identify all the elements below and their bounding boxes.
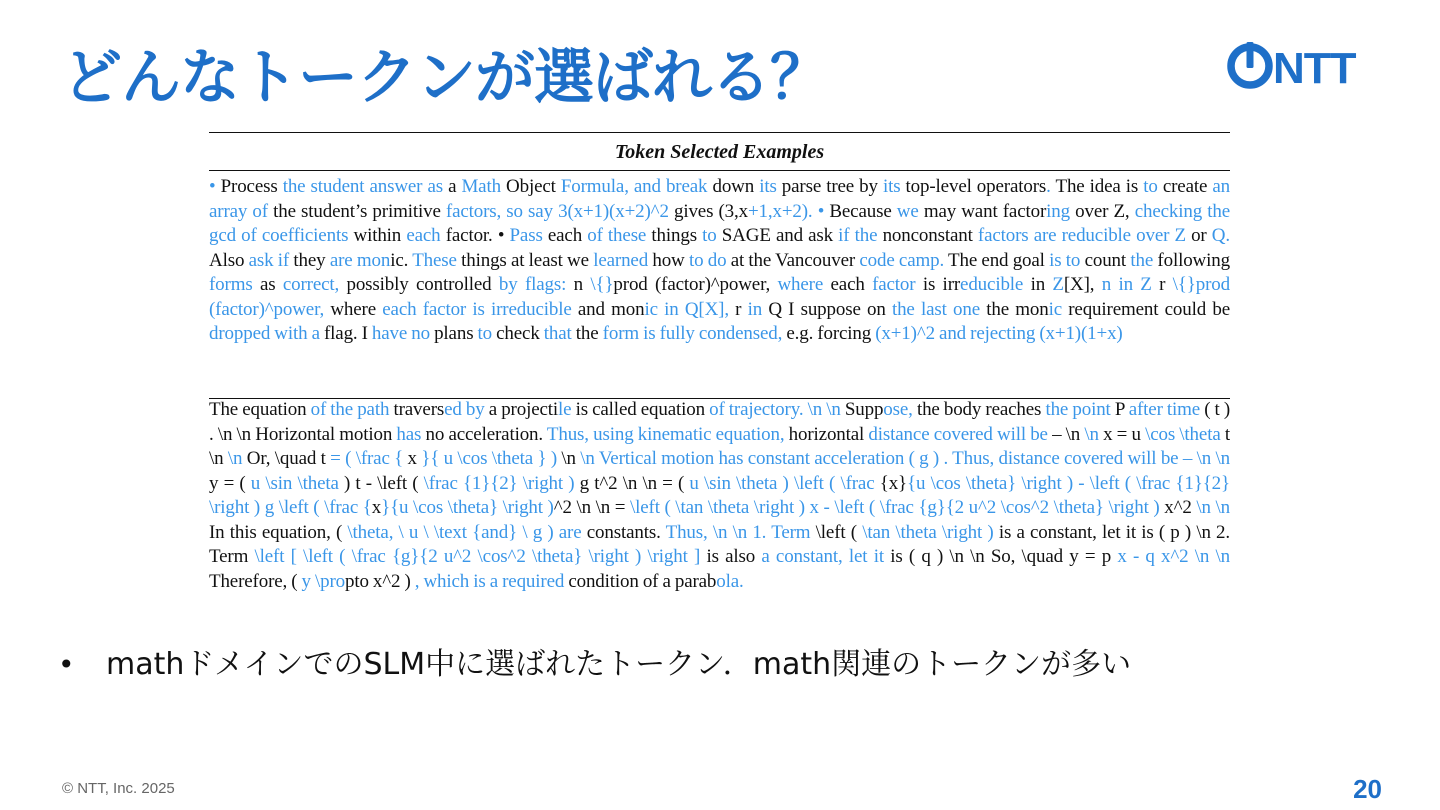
token: The equation: [209, 399, 311, 420]
token: The end goal: [948, 249, 1050, 271]
token: t \n: [209, 423, 1230, 469]
selected-token: ose,: [883, 399, 917, 420]
token: nonconstant: [882, 225, 978, 246]
token: travers: [393, 399, 445, 420]
selected-token: Q.: [1211, 225, 1230, 246]
page-number: 20: [1353, 774, 1382, 804]
token: r: [1159, 274, 1173, 295]
token: gives (3,x: [673, 200, 748, 222]
token: The idea is: [1055, 176, 1144, 197]
selected-token: to do: [688, 249, 731, 271]
selected-token: \left [ \left ( \frac {g}{2 u^2 \cos^2 \theta} \right ) \right ]: [254, 546, 707, 567]
token: Process: [220, 176, 283, 197]
selected-token: factors are reducible over Z: [977, 225, 1192, 246]
selected-token: ed by: [444, 399, 489, 420]
selected-token: \{}: [590, 274, 614, 295]
token: factor. •: [445, 225, 510, 246]
selected-token: each factor is irreducible: [382, 298, 578, 320]
token: Because: [829, 200, 897, 222]
selected-token: Term: [771, 521, 816, 543]
selected-token: an array of: [209, 176, 1230, 222]
token: x^2: [1164, 497, 1197, 518]
selected-token: if the: [838, 225, 883, 246]
selected-token: its: [759, 176, 782, 197]
token: {x}: [879, 472, 908, 494]
selected-token: }{: [421, 448, 444, 469]
selected-token: educible: [960, 274, 1031, 295]
token: Term: [209, 546, 255, 567]
selected-token: = ( \frac {: [330, 448, 408, 469]
selected-token: a constant, let it: [761, 546, 891, 567]
selected-token: u \sin \theta ) \left ( \frac: [689, 472, 880, 494]
token: Supp: [844, 399, 884, 420]
selected-token: of these: [587, 225, 652, 246]
token: P: [1114, 399, 1129, 420]
token: In this equation, (: [209, 521, 348, 543]
token: each: [830, 274, 873, 295]
selected-token: factor: [872, 274, 923, 295]
selected-token: \n: [227, 448, 247, 469]
token: is also: [706, 546, 762, 567]
slide-title: どんなトークンが選ばれる？: [62, 43, 829, 113]
selected-token: correct,: [282, 274, 347, 295]
selected-token: factors, so say 3(x+1)(x+2)^2: [445, 200, 674, 222]
selected-token: ic: [1048, 298, 1069, 320]
selected-token: +1,x+2). •: [747, 200, 830, 222]
token: in: [1030, 274, 1053, 295]
token: constants.: [586, 521, 666, 543]
token: prod (factor)^power,: [613, 274, 778, 295]
token: r: [735, 298, 748, 320]
selected-token: Thus, using kinematic equation,: [546, 423, 789, 445]
selected-token: (1+x): [1080, 323, 1123, 344]
selected-token: the: [1130, 249, 1158, 271]
token: parse tree by: [781, 176, 883, 197]
selected-token: have no: [371, 323, 435, 344]
token: where: [330, 298, 383, 320]
selected-token: \theta, \ u \ \text {and} \ g ): [347, 521, 559, 543]
token: possibly controlled: [346, 274, 499, 295]
token: condition of a parab: [568, 570, 717, 592]
selected-token: n in Z: [1101, 274, 1160, 295]
token: \n: [561, 448, 581, 469]
token: plans: [434, 323, 478, 344]
selected-token: we: [896, 200, 924, 222]
token: no acceleration.: [425, 423, 547, 445]
token: top-level operators: [905, 176, 1047, 197]
token: check: [496, 323, 544, 344]
selected-token: form is fully condensed,: [602, 323, 787, 344]
selected-token: the point: [1045, 399, 1115, 420]
selected-token: ask if: [248, 249, 294, 271]
token: Therefore, (: [209, 570, 302, 592]
token: the: [575, 323, 603, 344]
token: x: [371, 497, 382, 518]
token: ( t ) . \n \n Horizontal motion: [209, 399, 1230, 445]
selected-token: to: [702, 225, 722, 246]
token: [X],: [1063, 274, 1102, 295]
selected-token: These: [412, 249, 462, 271]
selected-token: learned: [593, 249, 653, 271]
ntt-logo-bar: [1247, 42, 1254, 68]
token: within: [353, 225, 407, 246]
selected-token: u \cos \theta } ): [443, 448, 562, 469]
token: \left (: [815, 521, 863, 543]
selected-token: has: [396, 423, 426, 445]
selected-token: \n Vertical motion has constant acceleration (: [580, 448, 920, 469]
token: SAGE and ask: [721, 225, 839, 246]
token: forcing: [817, 323, 876, 344]
figure-top-rule: [209, 132, 1230, 133]
token: the student’s primitive: [273, 200, 446, 222]
selected-token: Z: [1052, 274, 1064, 295]
token: is: [890, 546, 909, 567]
bullet-item: [58, 640, 1131, 690]
selected-token: \{}prod (factor)^power,: [209, 274, 1230, 320]
selected-token: its: [882, 176, 906, 197]
copyright: © NTT, Inc. 2025: [62, 780, 175, 797]
token: Q I suppose on: [768, 298, 892, 320]
selected-token: (x+1)^2 and rejecting (x+1): [875, 323, 1081, 344]
selected-token: Math: [461, 176, 507, 197]
token: may want factor: [923, 200, 1047, 222]
selected-token: u \sin \theta: [250, 472, 344, 494]
selected-token: is to: [1049, 249, 1085, 271]
selected-token: the last one: [891, 298, 987, 320]
selected-token: to: [477, 323, 497, 344]
selected-token: path: [357, 399, 394, 420]
selected-token: Thus, \n \n 1.: [665, 521, 772, 543]
selected-token: \n: [1084, 423, 1104, 445]
token: the mon: [986, 298, 1049, 320]
token: – \n: [1052, 423, 1085, 445]
selected-token: Formula, and break: [560, 176, 713, 197]
selected-token: the student answer as: [282, 176, 449, 197]
selected-token: by flags:: [498, 274, 574, 295]
token: ( q ) \n \n So, \quad y = p: [908, 546, 1118, 567]
token: is irr: [922, 274, 961, 295]
token: is a constant,: [998, 521, 1102, 543]
selected-token: code camp.: [859, 249, 949, 271]
selected-token: \frac {1}{2} \right ): [423, 472, 580, 494]
selected-token: .: [1046, 176, 1056, 197]
token-examples-figure: [209, 132, 1230, 626]
selected-token: \tan \theta \right ): [862, 521, 999, 543]
selected-token: in: [747, 298, 769, 320]
selected-token: \cos \theta: [1145, 423, 1225, 445]
token: ) t - \left (: [344, 472, 424, 494]
selected-token: to: [1143, 176, 1163, 197]
token: a: [448, 176, 462, 197]
figure-title: Token Selected Examples: [614, 141, 825, 163]
selected-token: \left ( \tan \theta \right ) x - \left ( \frac {g}{2 u^2 \cos^2 \theta} \right ): [629, 497, 1165, 518]
selected-token: \n \n: [1196, 497, 1230, 518]
bullet-text: mathドメインでのSLM中に選ばれたトークン．math関連のトークンが多い: [106, 647, 1132, 682]
token: n: [573, 274, 591, 295]
token: is called equation: [575, 399, 710, 420]
token: g t^2 \n \n = (: [579, 472, 690, 494]
selected-token: ic in Q[X],: [644, 298, 736, 320]
selected-token: checking the gcd of coefficients: [209, 200, 1230, 246]
selected-token: dropped with a: [209, 323, 324, 344]
token: y = (: [209, 472, 251, 494]
selected-token: are mon: [329, 249, 391, 271]
token: or: [1191, 225, 1212, 246]
token: down: [712, 176, 760, 197]
selected-token: after time: [1128, 399, 1205, 420]
selected-token: ) . Thus, distance covered will be – \n \n: [932, 448, 1230, 469]
token: how: [652, 249, 689, 271]
token: ic.: [390, 249, 413, 271]
token: over Z,: [1075, 200, 1135, 222]
figure-title-rule: [209, 170, 1230, 171]
token: let it is ( p ) \n 2.: [1101, 521, 1230, 543]
token: x: [407, 448, 422, 469]
selected-token: g: [919, 448, 933, 469]
token: flag. I: [323, 323, 372, 344]
token: count: [1084, 249, 1131, 271]
selected-token: , which is a required: [414, 570, 569, 592]
bullet-list: [58, 640, 1131, 690]
selected-token: x - q x^2 \n \n: [1117, 546, 1230, 567]
ntt-logo: [1227, 42, 1379, 92]
token: and mon: [577, 298, 645, 320]
example-text-1: [209, 175, 1230, 347]
selected-token: where: [777, 274, 831, 295]
example-text-2: [209, 398, 1230, 594]
selected-token: y \pro: [301, 570, 345, 592]
token: following: [1157, 249, 1230, 271]
selected-token: ola.: [716, 570, 744, 592]
selected-token: distance covered will be: [868, 423, 1053, 445]
token: horizontal: [788, 423, 869, 445]
token: the body reaches: [916, 399, 1046, 420]
ntt-logo-text: NTT: [1273, 44, 1356, 92]
token: at the Vancouver: [730, 249, 860, 271]
selected-token: of trajectory. \n \n: [709, 399, 845, 420]
token: Also: [209, 249, 249, 271]
token: things: [651, 225, 703, 246]
selected-token: •: [209, 176, 221, 197]
token: x = u: [1103, 423, 1146, 445]
bullet-dot: •: [58, 648, 75, 681]
token: Object: [506, 176, 561, 197]
selected-token: that: [543, 323, 576, 344]
selected-token: }{u \cos \theta} \right ): [381, 497, 554, 518]
selected-token: are: [558, 521, 587, 543]
selected-token: le: [558, 399, 576, 420]
token: as: [259, 274, 283, 295]
token: requirement could be: [1068, 298, 1230, 320]
token: Or, \quad t: [246, 448, 331, 469]
selected-token: ing: [1046, 200, 1076, 222]
selected-token: Pass: [509, 225, 548, 246]
token: things at least we: [461, 249, 594, 271]
token: create: [1162, 176, 1213, 197]
token: ^2 \n \n =: [553, 497, 630, 518]
selected-token: {u \cos \theta} \right ) - \left ( \frac {1}{2} \right ) g \left ( \frac {: [209, 472, 1230, 518]
token: pto x^2 ): [344, 570, 415, 592]
token: e.g.: [786, 323, 818, 344]
token: a projecti: [488, 399, 559, 420]
selected-token: each: [406, 225, 446, 246]
token: each: [547, 225, 588, 246]
selected-token: forms: [209, 274, 260, 295]
token: they: [293, 249, 330, 271]
selected-token: of the: [310, 399, 358, 420]
